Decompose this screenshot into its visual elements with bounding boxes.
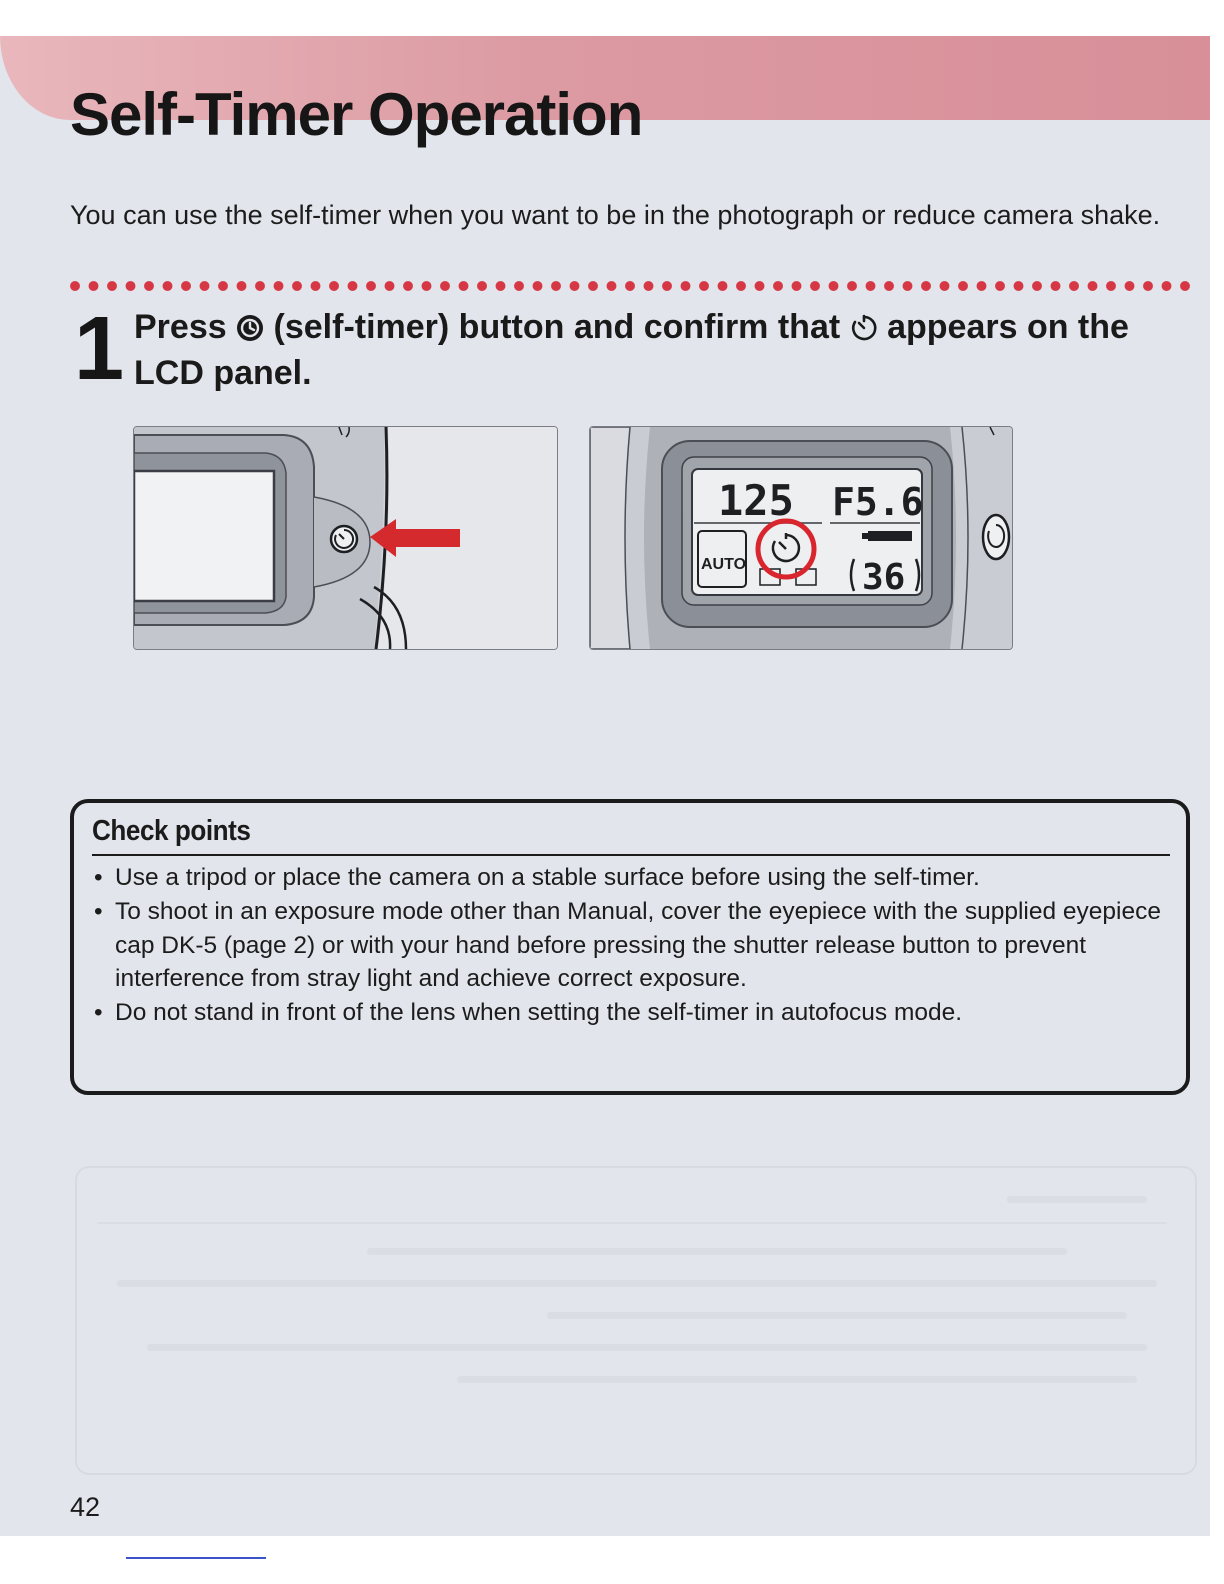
check-point-item: • Do not stand in front of the lens when setting the self-timer in autofocus mode. bbox=[92, 996, 1172, 1030]
self-timer-button-icon bbox=[236, 310, 264, 352]
dotted-divider bbox=[68, 279, 1196, 293]
self-timer-symbol-icon bbox=[850, 310, 878, 352]
camera-button-illustration bbox=[133, 426, 558, 650]
bleed-through-shadow bbox=[75, 1166, 1197, 1475]
check-points-box bbox=[70, 799, 1190, 1095]
battery-icon bbox=[862, 531, 912, 541]
page-title: Self-Timer Operation bbox=[70, 81, 643, 148]
check-point-item: • To shoot in an exposure mode other than Manual, cover the eyepiece with the supplied eyepiece cap DK-5 (page 2) or with your hand before pressing the shutter release button to prevent interference from stray light and achieve correct exposure. bbox=[92, 895, 1172, 996]
lcd-frame-counter: 36 bbox=[862, 557, 906, 598]
step-text-part1: Press bbox=[134, 308, 237, 346]
check-points-heading: Check points bbox=[92, 815, 251, 847]
manual-page bbox=[0, 36, 1210, 1536]
page-number: 42 bbox=[70, 1492, 101, 1522]
lcd-shutter-readout: 125 bbox=[718, 476, 794, 525]
step-text-part3: appears on the LCD panel. bbox=[134, 308, 1129, 392]
step-number: 1 bbox=[74, 299, 123, 399]
footer-rule bbox=[126, 1557, 266, 1559]
check-points-list bbox=[92, 861, 1172, 1030]
check-point-item: • Use a tripod or place the camera on a stable surface before using the self-timer. bbox=[92, 861, 1172, 895]
step-instruction bbox=[134, 306, 1174, 394]
intro-paragraph: You can use the self-timer when you want to be in the photograph or reduce camera shake. bbox=[70, 200, 1161, 230]
lcd-aperture-readout: F5.6 bbox=[832, 480, 924, 524]
lcd-mode-label: AUTO bbox=[701, 556, 747, 573]
lcd-panel-illustration bbox=[589, 426, 1013, 650]
check-points-rule bbox=[92, 854, 1170, 856]
step-text-part2: (self-timer) button and confirm that bbox=[264, 308, 850, 346]
